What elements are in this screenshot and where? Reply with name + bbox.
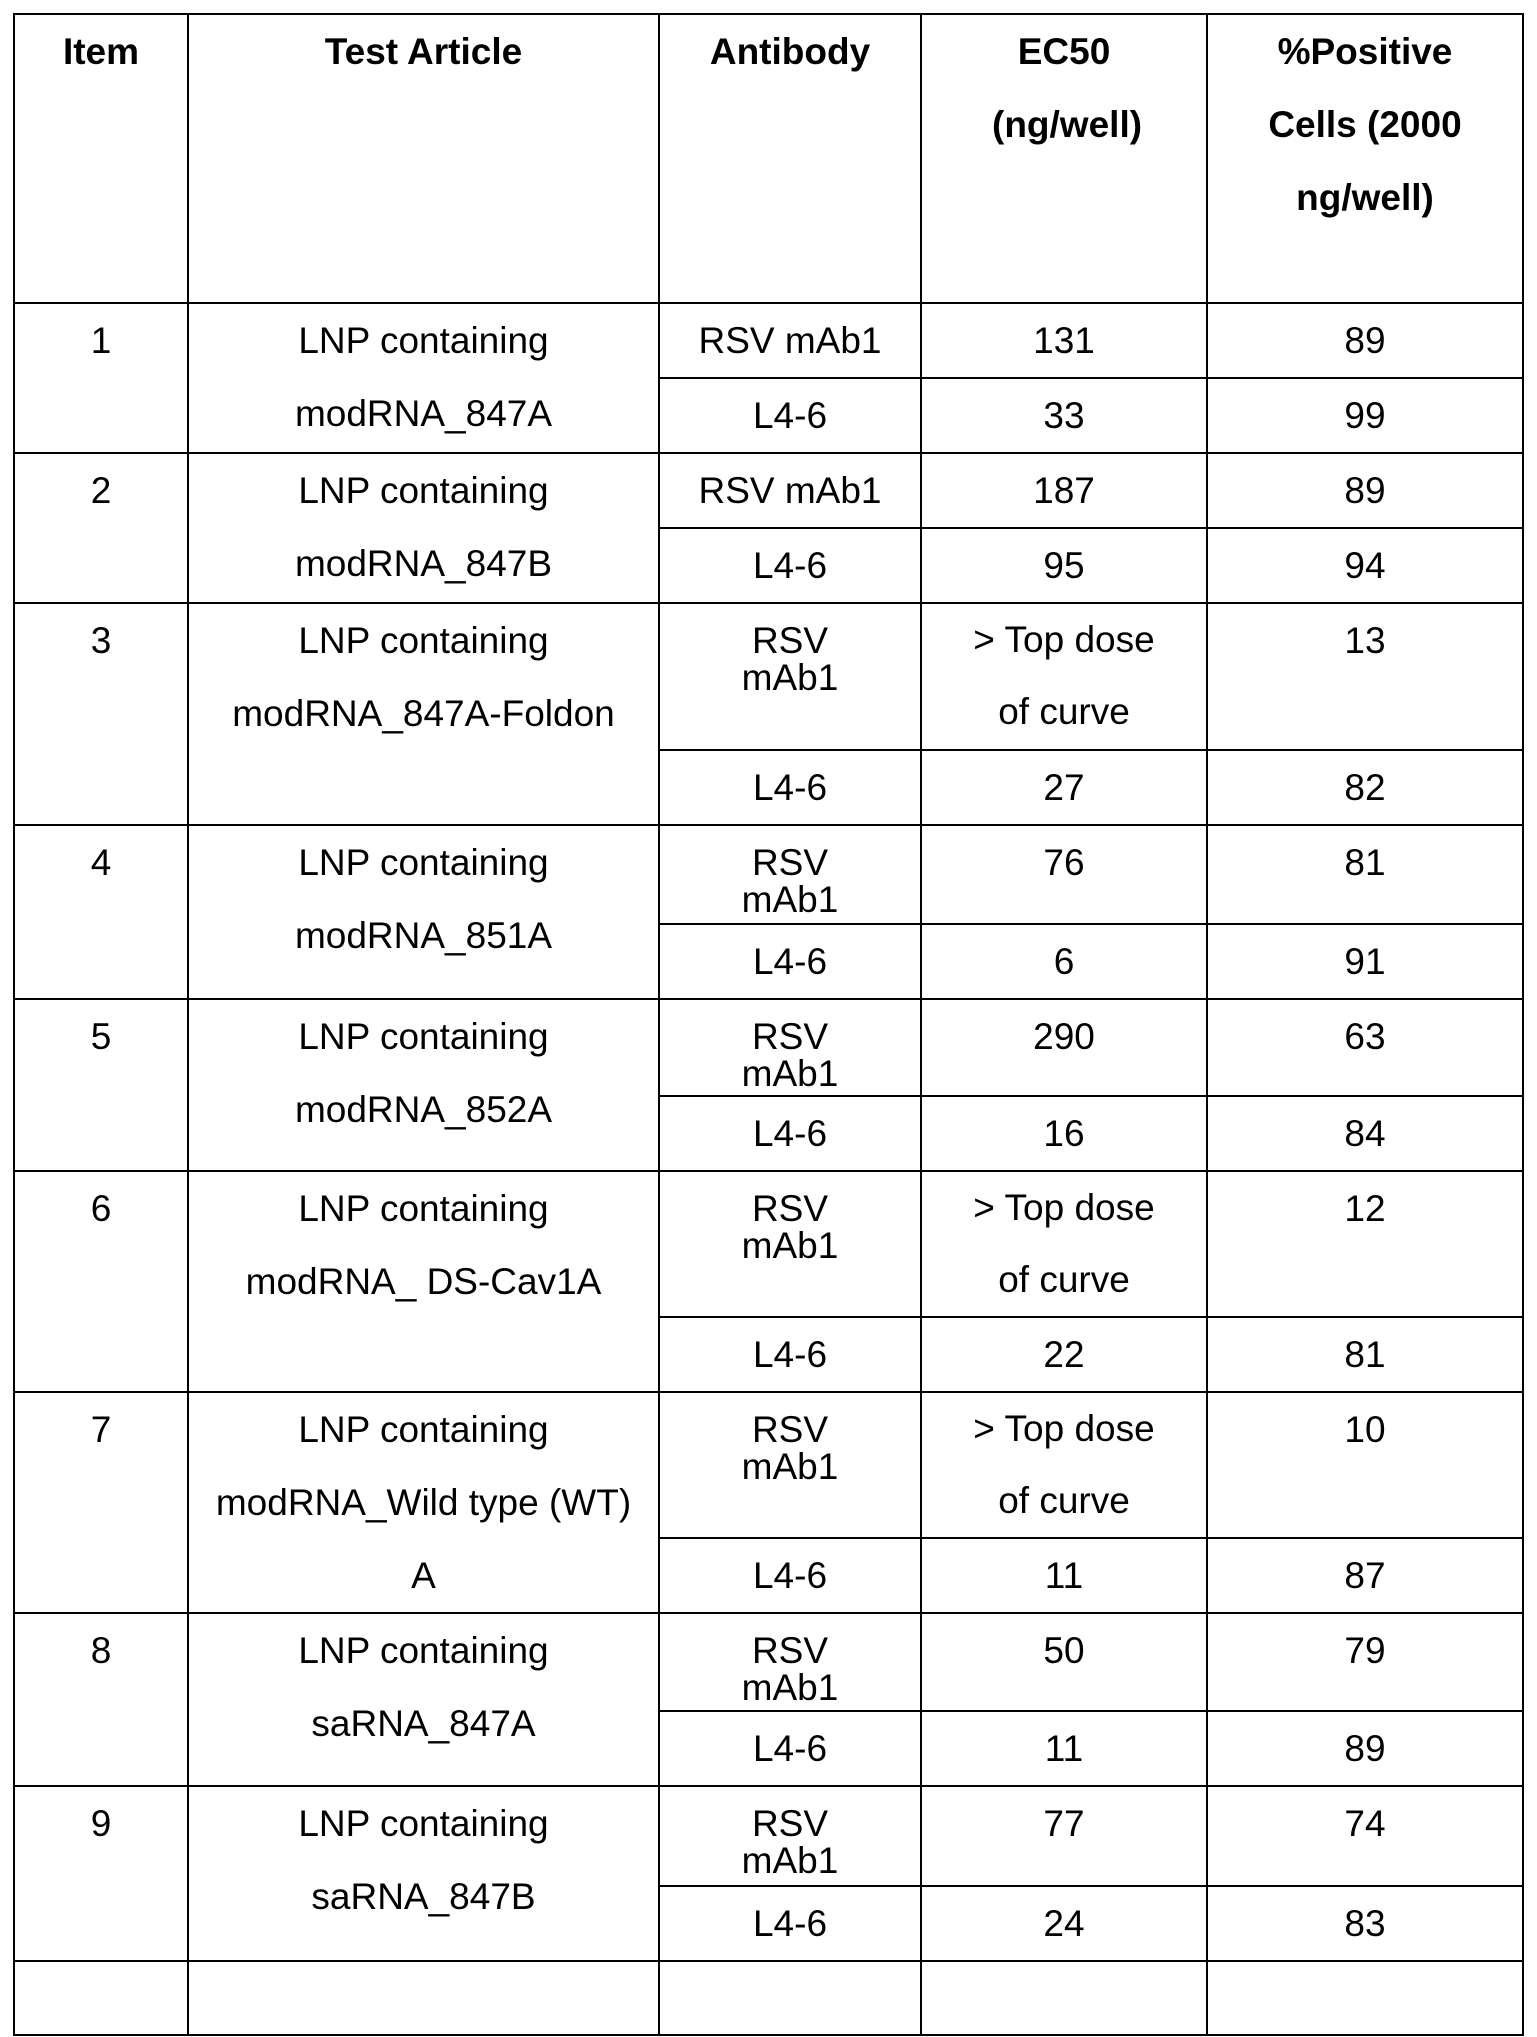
empty-cell [659, 1961, 921, 2035]
table-row [14, 1786, 1523, 1886]
empty-cell [1207, 1961, 1523, 2035]
antibody-cell: RSV mAb1 [659, 1613, 921, 1711]
empty-cell [188, 1961, 659, 2035]
empty-cell [14, 1961, 188, 2035]
empty-row [14, 1961, 1523, 2035]
antibody-cell: RSV mAb1 [659, 825, 921, 924]
ec50-cell: > Top dose of curve [921, 603, 1207, 750]
ec50-cell: 33 [921, 378, 1207, 453]
test-article: LNP containing modRNA_847A-Foldon [188, 603, 659, 825]
item-number: 3 [14, 603, 188, 825]
antibody-cell: RSV mAb1 [659, 603, 921, 750]
positive-cells-cell: 74 [1207, 1786, 1523, 1886]
test-article: LNP containing modRNA_Wild type (WT) A [188, 1392, 659, 1613]
test-article: LNP containing saRNA_847B [188, 1786, 659, 1961]
positive-cells-cell: 10 [1207, 1392, 1523, 1538]
table-row [14, 1392, 1523, 1538]
ec50-cell: 16 [921, 1096, 1207, 1171]
table-row [14, 1171, 1523, 1317]
positive-cells-cell: 87 [1207, 1538, 1523, 1613]
header-positive-cells: %Positive Cells (2000 ng/well) [1207, 14, 1523, 303]
ec50-cell: 187 [921, 453, 1207, 528]
positive-cells-cell: 99 [1207, 378, 1523, 453]
item-number: 5 [14, 999, 188, 1171]
positive-cells-cell: 13 [1207, 603, 1523, 750]
ec50-cell: 6 [921, 924, 1207, 999]
antibody-cell: RSV mAb1 [659, 999, 921, 1096]
item-number: 9 [14, 1786, 188, 1961]
antibody-cell: L4-6 [659, 1096, 921, 1171]
header-ec50: EC50 (ng/well) [921, 14, 1207, 303]
positive-cells-cell: 63 [1207, 999, 1523, 1096]
ec50-cell: 22 [921, 1317, 1207, 1392]
antibody-cell: L4-6 [659, 1886, 921, 1961]
table-row [14, 603, 1523, 750]
positive-cells-cell: 79 [1207, 1613, 1523, 1711]
ec50-cell: 27 [921, 750, 1207, 825]
antibody-cell: RSV mAb1 [659, 1392, 921, 1538]
antibody-cell: L4-6 [659, 1711, 921, 1786]
table-row [14, 303, 1523, 378]
ec50-cell: 77 [921, 1786, 1207, 1886]
test-article: LNP containing modRNA_847A [188, 303, 659, 453]
table-row [14, 453, 1523, 528]
test-article: LNP containing modRNA_851A [188, 825, 659, 999]
test-article: LNP containing modRNA_ DS-Cav1A [188, 1171, 659, 1392]
header-item: Item [14, 14, 188, 303]
antibody-cell: RSV mAb1 [659, 1786, 921, 1886]
header-row [14, 14, 1523, 303]
antibody-cell: RSV mAb1 [659, 1171, 921, 1317]
positive-cells-cell: 89 [1207, 1711, 1523, 1786]
antibody-cell: L4-6 [659, 378, 921, 453]
ec50-cell: 131 [921, 303, 1207, 378]
ec50-cell: 24 [921, 1886, 1207, 1961]
empty-cell [921, 1961, 1207, 2035]
ec50-cell: > Top dose of curve [921, 1392, 1207, 1538]
test-article: LNP containing saRNA_847A [188, 1613, 659, 1786]
test-article: LNP containing modRNA_852A [188, 999, 659, 1171]
positive-cells-cell: 12 [1207, 1171, 1523, 1317]
positive-cells-cell: 84 [1207, 1096, 1523, 1171]
ec50-cell: 11 [921, 1711, 1207, 1786]
item-number: 4 [14, 825, 188, 999]
positive-cells-cell: 81 [1207, 825, 1523, 924]
header-antibody: Antibody [659, 14, 921, 303]
positive-cells-cell: 89 [1207, 303, 1523, 378]
results-table [13, 13, 1524, 2036]
antibody-cell: L4-6 [659, 1538, 921, 1613]
positive-cells-cell: 81 [1207, 1317, 1523, 1392]
antibody-cell: L4-6 [659, 1317, 921, 1392]
ec50-cell: 11 [921, 1538, 1207, 1613]
header-test-article: Test Article [188, 14, 659, 303]
positive-cells-cell: 83 [1207, 1886, 1523, 1961]
ec50-cell: > Top dose of curve [921, 1171, 1207, 1317]
item-number: 2 [14, 453, 188, 603]
positive-cells-cell: 82 [1207, 750, 1523, 825]
positive-cells-cell: 91 [1207, 924, 1523, 999]
antibody-cell: L4-6 [659, 528, 921, 603]
table-row [14, 1613, 1523, 1711]
antibody-cell: L4-6 [659, 924, 921, 999]
positive-cells-cell: 89 [1207, 453, 1523, 528]
antibody-cell: RSV mAb1 [659, 453, 921, 528]
antibody-cell: RSV mAb1 [659, 303, 921, 378]
item-number: 6 [14, 1171, 188, 1392]
ec50-cell: 76 [921, 825, 1207, 924]
item-number: 8 [14, 1613, 188, 1786]
item-number: 1 [14, 303, 188, 453]
positive-cells-cell: 94 [1207, 528, 1523, 603]
item-number: 7 [14, 1392, 188, 1613]
antibody-cell: L4-6 [659, 750, 921, 825]
test-article: LNP containing modRNA_847B [188, 453, 659, 603]
ec50-cell: 95 [921, 528, 1207, 603]
ec50-cell: 290 [921, 999, 1207, 1096]
table-row [14, 999, 1523, 1096]
ec50-cell: 50 [921, 1613, 1207, 1711]
table-row [14, 825, 1523, 924]
